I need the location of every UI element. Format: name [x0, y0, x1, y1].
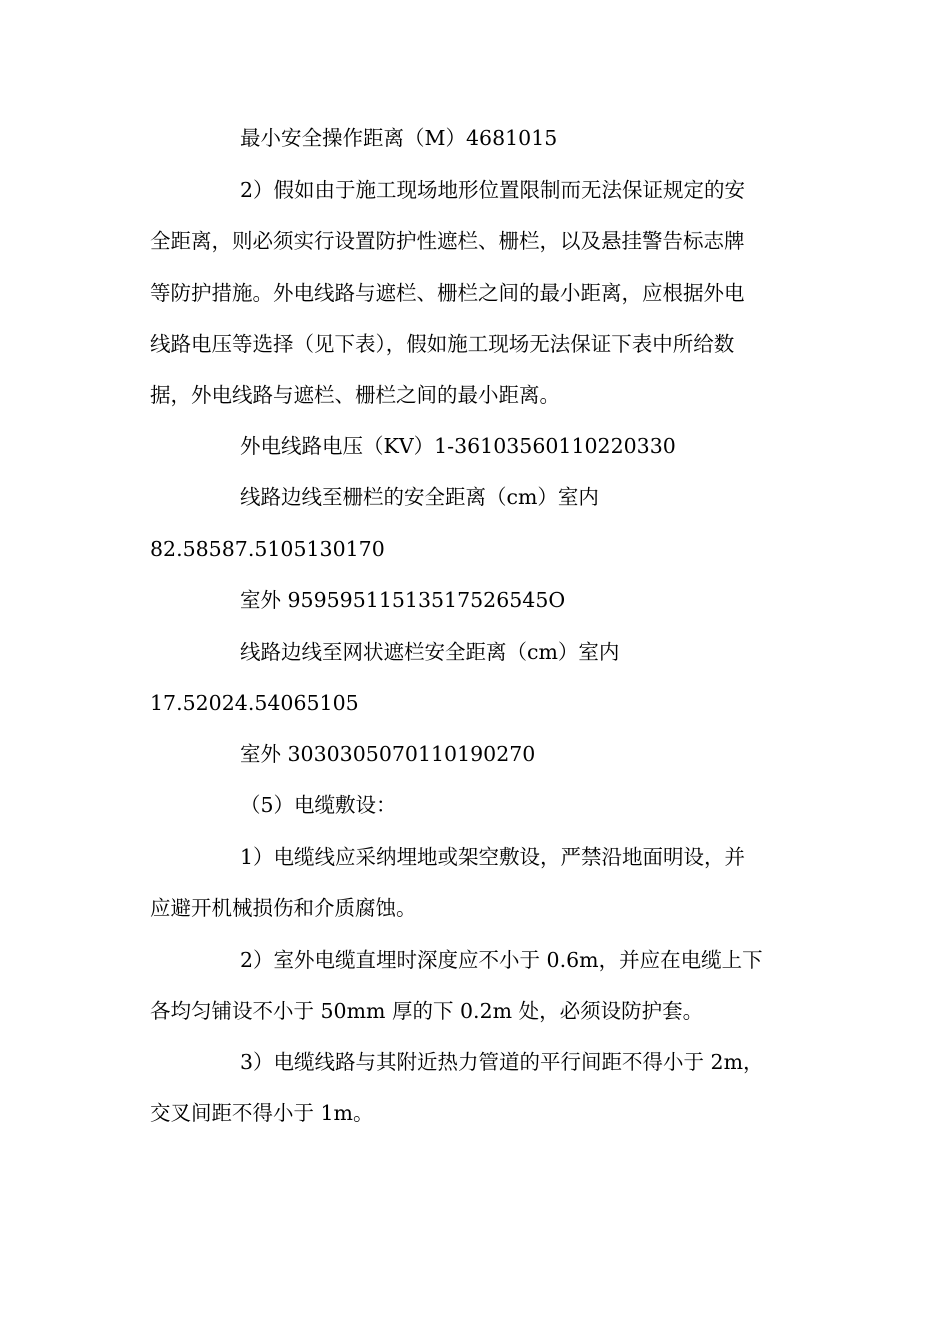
text-line-fence-distance-label: 线路边线至栅栏的安全距离（cm）室内 [240, 485, 599, 509]
text-line: 交叉间距不得小于 1m。 [150, 1101, 374, 1125]
text-line-voltage-row: 外电线路电压（KV）1-36103560110220330 [240, 434, 676, 458]
text-line-mesh-indoor-values: 17.52024.54065105 [150, 691, 359, 715]
text-line: 全距离，则必须实行设置防护性遮栏、栅栏，以及悬挂警告标志牌 [150, 229, 745, 253]
text-line-min-safe-distance: 最小安全操作距离（M）4681015 [240, 126, 558, 150]
text-line-mesh-distance-label: 线路边线至网状遮栏安全距离（cm）室内 [240, 640, 620, 664]
text-line: 据，外电线路与遮栏、栅栏之间的最小距离。 [150, 383, 560, 407]
text-line-cable-item-1: 1）电缆线应采纳埋地或架空敷设，严禁沿地面明设，并 [240, 845, 746, 869]
section-heading-cable-laying: （5）电缆敷设： [240, 793, 397, 817]
text-line-fence-outdoor-values: 室外 95959511513517526545O [240, 588, 566, 612]
text-line-fence-indoor-values: 82.58587.5105130170 [150, 537, 385, 561]
text-line: 各均匀铺设不小于 50mm 厚的下 0.2m 处，必须设防护套。 [150, 999, 704, 1023]
text-line: 等防护措施。外电线路与遮栏、栅栏之间的最小距离，应根据外电 [150, 281, 745, 305]
text-line-mesh-outdoor-values: 室外 3030305070110190270 [240, 742, 536, 766]
text-line: 线路电压等选择（见下表），假如施工现场无法保证下表中所给数 [150, 332, 735, 356]
text-line-cable-item-3: 3）电缆线路与其附近热力管道的平行间距不得小于 2m， [240, 1050, 764, 1074]
text-line-cable-item-2: 2）室外电缆直埋时深度应不小于 0.6m，并应在电缆上下 [240, 948, 763, 972]
text-line: 应避开机械损伤和介质腐蚀。 [150, 896, 417, 920]
text-line-item-2: 2）假如由于施工现场地形位置限制而无法保证规定的安 [240, 178, 746, 202]
